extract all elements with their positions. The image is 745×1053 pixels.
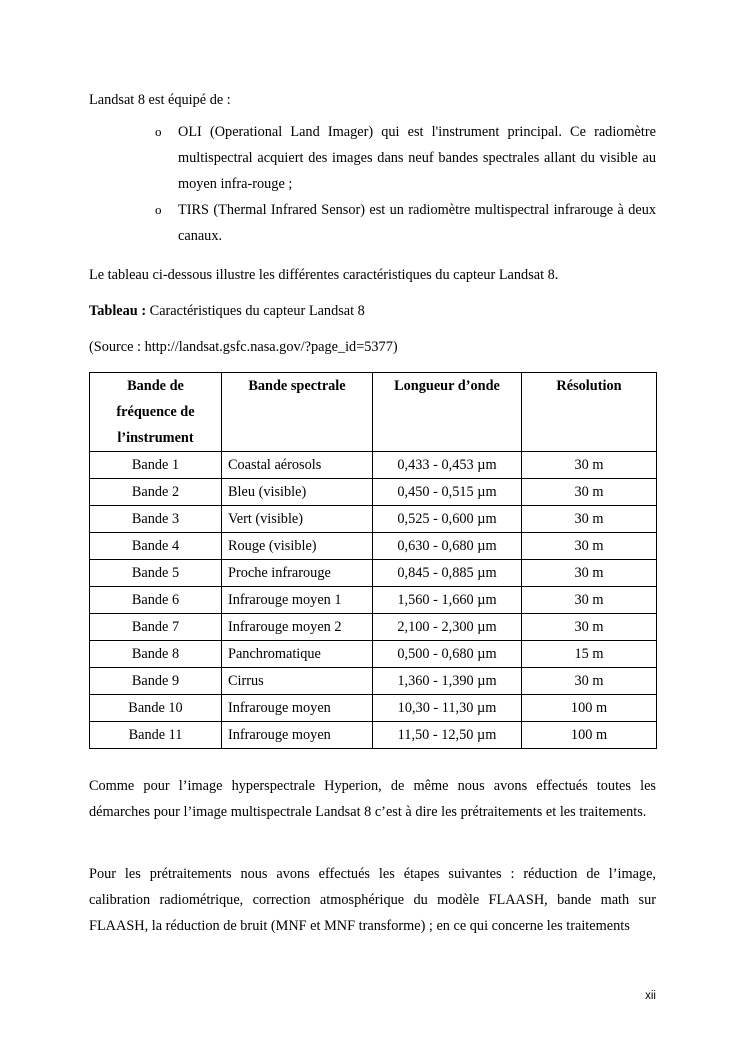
header-spectral-band: Bande spectrale: [222, 373, 373, 452]
cell-wavelength: 0,450 - 0,515 µm: [373, 479, 522, 506]
cell-resolution: 100 m: [522, 695, 657, 722]
cell-spectral: Proche infrarouge: [222, 560, 373, 587]
cell-wavelength: 1,560 - 1,660 µm: [373, 587, 522, 614]
cell-spectral: Vert (visible): [222, 506, 373, 533]
landsat-characteristics-table: [89, 372, 657, 749]
header-wavelength: Longueur d’onde: [373, 373, 522, 452]
cell-spectral: Coastal aérosols: [222, 452, 373, 479]
cell-spectral: Panchromatique: [222, 641, 373, 668]
paragraph-2: Pour les prétraitements nous avons effectués les étapes suivantes : réduction de l’image, calibration radiométrique, correction atmosphérique du modèle FLAASH, bande math sur FLAASH, la réduction de bruit (MNF et MNF transforme) ; en ce qui concerne les traitements: [89, 866, 656, 934]
caption-text: Caractéristiques du capteur Landsat 8: [146, 303, 365, 319]
table-row: [90, 614, 657, 641]
cell-resolution: 30 m: [522, 560, 657, 587]
table-row: [90, 533, 657, 560]
cell-spectral: Infrarouge moyen 1: [222, 587, 373, 614]
cell-resolution: 30 m: [522, 506, 657, 533]
page-number: xii: [645, 990, 656, 1002]
cell-wavelength: 10,30 - 11,30 µm: [373, 695, 522, 722]
header-resolution: Résolution: [522, 373, 657, 452]
cell-wavelength: 0,525 - 0,600 µm: [373, 506, 522, 533]
paragraph-1: Comme pour l’image hyperspectrale Hyperion, de même nous avons effectués toutes les démarches pour l’image multispectrale Landsat 8 c’est à dire les prétraitements et les traitements.: [89, 778, 656, 820]
cell-band: Bande 2: [90, 479, 222, 506]
table-row: [90, 668, 657, 695]
cell-wavelength: 0,500 - 0,680 µm: [373, 641, 522, 668]
cell-band: Bande 6: [90, 587, 222, 614]
list-item-text: TIRS (Thermal Infrared Sensor) est un radiomètre multispectral infrarouge à deux canaux.: [178, 202, 656, 244]
bullet-marker: o: [155, 124, 162, 139]
intro-line: Landsat 8 est équipé de :: [89, 92, 231, 108]
cell-band: Bande 8: [90, 641, 222, 668]
cell-spectral: Bleu (visible): [222, 479, 373, 506]
table-row: [90, 587, 657, 614]
cell-spectral: Infrarouge moyen: [222, 695, 373, 722]
table-row: [90, 641, 657, 668]
cell-wavelength: 0,630 - 0,680 µm: [373, 533, 522, 560]
cell-resolution: 30 m: [522, 452, 657, 479]
cell-spectral: Rouge (visible): [222, 533, 373, 560]
list-item-text: OLI (Operational Land Imager) qui est l'instrument principal. Ce radiomètre multispectral acquiert des images dans neuf bandes spectrales allant du visible au moyen infra-rouge ;: [178, 124, 656, 192]
cell-wavelength: 1,360 - 1,390 µm: [373, 668, 522, 695]
table-row: [90, 479, 657, 506]
header-band: Bande de fréquence de l’instrument: [90, 373, 222, 452]
cell-wavelength: 11,50 - 12,50 µm: [373, 722, 522, 749]
cell-wavelength: 0,433 - 0,453 µm: [373, 452, 522, 479]
cell-band: Bande 10: [90, 695, 222, 722]
table-intro: Le tableau ci-dessous illustre les différentes caractéristiques du capteur Landsat 8.: [89, 267, 559, 283]
table-caption: [89, 298, 656, 324]
table-header-row: [90, 373, 657, 452]
table-row: [90, 452, 657, 479]
cell-resolution: 100 m: [522, 722, 657, 749]
bullet-marker: o: [155, 202, 162, 217]
instrument-list: [155, 119, 656, 249]
cell-resolution: 30 m: [522, 533, 657, 560]
table-row: [90, 560, 657, 587]
cell-resolution: 30 m: [522, 614, 657, 641]
cell-resolution: 30 m: [522, 587, 657, 614]
cell-band: Bande 11: [90, 722, 222, 749]
cell-wavelength: 0,845 - 0,885 µm: [373, 560, 522, 587]
cell-band: Bande 5: [90, 560, 222, 587]
table-row: [90, 506, 657, 533]
table-row: [90, 722, 657, 749]
cell-band: Bande 9: [90, 668, 222, 695]
cell-resolution: 15 m: [522, 641, 657, 668]
cell-resolution: 30 m: [522, 668, 657, 695]
cell-band: Bande 1: [90, 452, 222, 479]
cell-spectral: Infrarouge moyen 2: [222, 614, 373, 641]
cell-spectral: Cirrus: [222, 668, 373, 695]
cell-resolution: 30 m: [522, 479, 657, 506]
cell-wavelength: 2,100 - 2,300 µm: [373, 614, 522, 641]
caption-label: Tableau :: [89, 303, 147, 319]
list-item: [155, 197, 656, 249]
list-item: [155, 119, 656, 197]
cell-band: Bande 4: [90, 533, 222, 560]
cell-band: Bande 3: [90, 506, 222, 533]
cell-band: Bande 7: [90, 614, 222, 641]
table-row: [90, 695, 657, 722]
source-line: (Source : http://landsat.gsfc.nasa.gov/?page_id=5377): [89, 339, 398, 355]
cell-spectral: Infrarouge moyen: [222, 722, 373, 749]
